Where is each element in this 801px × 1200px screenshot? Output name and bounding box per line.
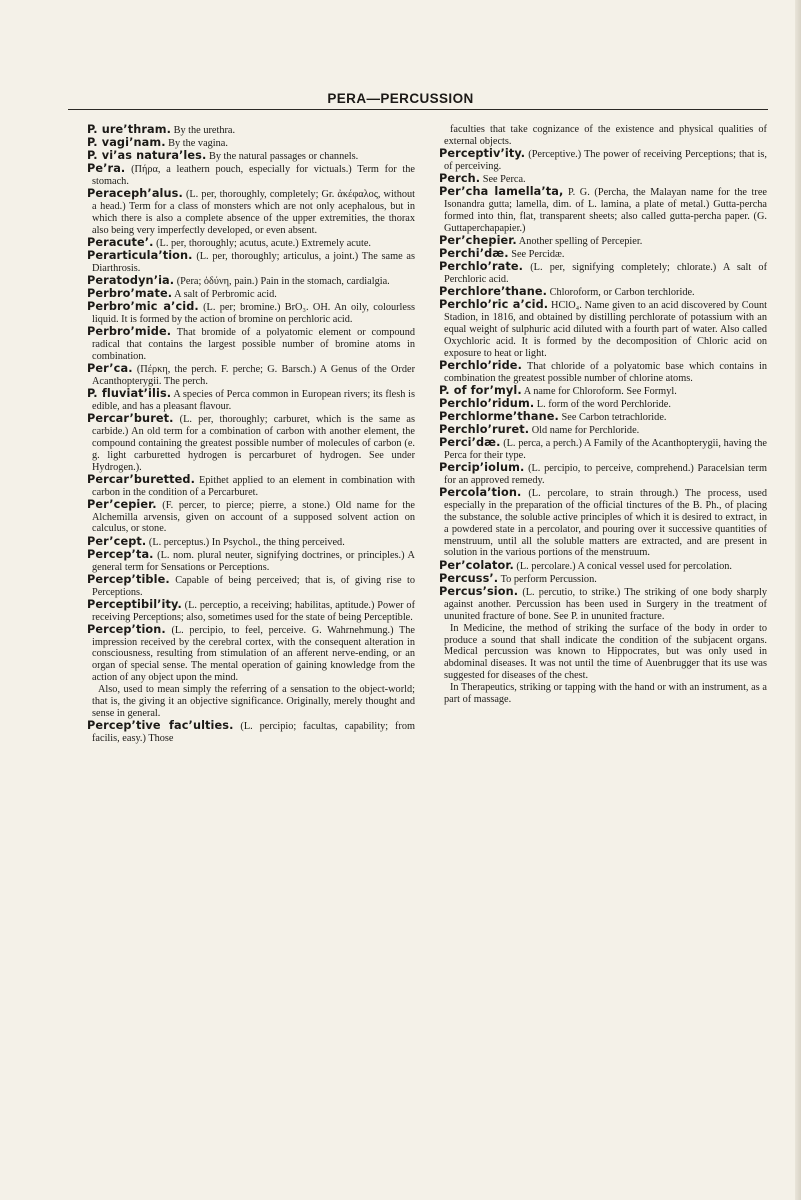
entry-headword: Perchlo’ric a’cid. — [439, 298, 549, 312]
entry-definition: (L. per, thoroughly; carburet, which is the same as carbide.) An old term for a combination of carbon with another element, the compound containing the greatest possible number of molecules of carbon (e. g. light carburetted hydrogen is percarburet of hydrogen. See under Hydrogen.). — [92, 414, 415, 473]
entry-definition: (L. percipio; facultas, capability; from facilis, easy.) Those — [92, 721, 416, 744]
entry-headword: Per’ca. — [87, 362, 133, 376]
entry-definition: (Perceptive.) The power of receiving Perceptions; that is, of perceiving. — [444, 148, 767, 172]
entry-definition: By the vagina. — [165, 138, 228, 150]
dictionary-entry — [87, 474, 415, 499]
entry-headword: Percep’tion. — [87, 622, 166, 636]
entry-headword: Percus’sion. — [439, 584, 519, 598]
dictionary-entry — [439, 623, 767, 682]
entry-headword: Perchlo’ridum. — [439, 396, 535, 410]
left-column — [87, 124, 415, 745]
dictionary-entry — [87, 388, 415, 413]
dictionary-entry — [87, 326, 415, 363]
entry-headword: Perceptibil’ity. — [87, 597, 182, 611]
entry-definition: (L. nom. plural neuter, signifying doctrines, or principles.) A general term for Sensations or Perceptions. — [92, 549, 415, 573]
entry-headword: P. fluviat’ilis. — [87, 387, 172, 401]
dictionary-entry — [87, 150, 415, 163]
entry-definition: (L. perceptus.) In Psychol., the thing perceived. — [146, 536, 345, 548]
entry-definition: In Medicine, the method of striking the surface of the body in order to produce a sound that shall indicate the condition of the subjacent organs. Medical percussion was known to Hippocrates, but was only used in abdominal diseases. It was not until the time of Auenbrugger that its use was suggested for diseases of the chest. — [444, 622, 767, 682]
dictionary-entry — [439, 124, 767, 148]
dictionary-entry — [439, 286, 767, 299]
entry-definition: (L. perca, a perch.) A Family of the Acanthopterygii, having the Perca for their type. — [444, 438, 767, 462]
page-spine-edge — [795, 0, 801, 1200]
entry-headword: Perbro’mide. — [87, 325, 172, 339]
entry-headword: Percip’iolum. — [439, 461, 525, 475]
entry-definition: (L. per, thoroughly, completely; Gr. ἀκέφαλος, without a head.) Term for a class of monsters which are not only acephalous, but in which there is also a complete absence of the upper extremities, the thorax also being very imperfectly developed, or even absent. — [92, 189, 415, 236]
dictionary-entry — [439, 411, 767, 424]
entry-definition: See Perca. — [480, 173, 526, 185]
entry-definition: That bromide of a polyatomic element or compound radical that contains the largest possible number of bromine atoms in combination. — [92, 327, 415, 363]
entry-headword: Perchlorme’thane. — [439, 409, 559, 423]
entry-definition: (L. per, thoroughly; articulus, a joint.) The same as Diarthrosis. — [92, 251, 415, 275]
entry-headword: Perbro’mate. — [87, 287, 173, 301]
dictionary-entry — [87, 163, 415, 188]
dictionary-entry — [87, 536, 415, 549]
dictionary-entry — [87, 124, 415, 137]
dictionary-entry — [87, 188, 415, 236]
entry-definition: (L. percolare.) A conical vessel used for percolation. — [513, 560, 733, 572]
dictionary-entry — [87, 301, 415, 326]
entry-headword: Per’chepier. — [439, 233, 517, 247]
dictionary-entry — [439, 261, 767, 286]
right-column — [439, 124, 767, 706]
entry-headword: Percola’tion. — [439, 486, 522, 500]
entry-definition: (L. percipio, to feel, perceive. G. Wahrnehmung.) The impression received by the cerebral cortex, with the consequent alteration in consciousness, resulting from stimulation of an afferent nerve-ending, or an organ of special sense. The mental operation of gaining knowledge from the action of any object upon the mind. — [92, 624, 415, 684]
entry-definition: faculties that take cognizance of the existence and physical qualities of external objects. — [444, 124, 767, 147]
entry-headword: Percar’buretted. — [87, 472, 195, 486]
entry-definition: HClO₄. Name given to an acid discovered by Count Stadion, in 1816, and obtained by distilling perchlorate of potassium with an equal weight of sulphuric acid diluted with a fourth part of water. Also called Oxychloric acid. It is formed by the decomposition of Chloric acid on exposure to heat or light. — [444, 300, 767, 359]
entry-definition: By the urethra. — [171, 125, 236, 136]
dictionary-entry — [439, 398, 767, 411]
entry-definition: (L. percutio, to strike.) The striking of one body sharply against another. Percussion has been used in Surgery in the treatment of ununited fracture of bone. See P. in ununited fracture. — [444, 586, 767, 622]
entry-headword: Perbro’mic a’cid. — [87, 300, 199, 314]
entry-definition: That chloride of a polyatomic base which contains in combination the greatest possible number of chlorine atoms. — [444, 360, 767, 384]
entry-headword: Percuss’. — [439, 571, 499, 585]
dictionary-entry — [87, 684, 415, 720]
entry-headword: Per’colator. — [439, 558, 514, 572]
entry-headword: Perchlore’thane. — [439, 285, 548, 299]
entry-definition: Also, used to mean simply the referring of a sensation to the object-world; that is, the giving it an objective significance. Originally, merely thought and sense in general. — [92, 684, 415, 719]
entry-definition: (L. per, thoroughly; acutus, acute.) Extremely acute. — [153, 238, 371, 250]
dictionary-entry — [87, 137, 415, 150]
entry-headword: Percep’tible. — [87, 572, 170, 586]
dictionary-entry — [439, 173, 767, 186]
dictionary-entry — [87, 720, 415, 745]
dictionary-entry — [439, 248, 767, 261]
dictionary-entry — [439, 487, 767, 559]
entry-definition: L. form of the word Perchloride. — [534, 398, 671, 410]
dictionary-entry — [439, 462, 767, 487]
dictionary-entry — [87, 237, 415, 250]
entry-definition: (F. percer, to pierce; pierre, a stone.) Old name for the Alchemilla arvensis, given on account of a supposed solvent action on calculus, or stone. — [92, 499, 415, 535]
entry-definition: Epithet applied to an element in combination with carbon in the condition of a Percarburet. — [92, 474, 415, 498]
entry-definition: Old name for Perchloride. — [529, 425, 640, 437]
dictionary-entry — [87, 413, 415, 473]
entry-definition: (L. percolare, to strain through.) The process, used especially in the preparation of the official tinctures of the B. Ph., of placing the substance, the soluble active principles of which it is desired to extract, in a powdered state in a percolator, and pouring over it successive quantities of menstruum, until all the soluble matters are extracted, and are present in solution in the various portions of the menstruum. — [444, 488, 767, 559]
entry-headword: Percep’ta. — [87, 547, 154, 561]
entry-definition: See Carbon tetrachloride. — [558, 411, 667, 423]
entry-headword: Per’cepier. — [87, 497, 157, 511]
entry-definition: (Pera; ὀδύνη, pain.) Pain in the stomach, cardialgia. — [174, 276, 390, 288]
entry-headword: Perchi’dæ. — [439, 246, 509, 260]
entry-headword: Pe’ra. — [87, 162, 126, 176]
entry-headword: P. vagi’nam. — [87, 136, 166, 150]
entry-headword: Peracute’. — [87, 236, 154, 250]
entry-definition: (Πήρα, a leathern pouch, especially for victuals.) Term for the stomach. — [92, 164, 415, 188]
dictionary-entry — [439, 385, 767, 398]
entry-definition: (Πέρκη, the perch. F. perche; G. Barsch.) A Genus of the Order Acanthopterygii. The perch. — [92, 364, 415, 388]
entry-definition: P. G. (Percha, the Malayan name for the tree Isonandra gutta; lamella, dim. of L. lamina, a plate of metal.) Gutta-percha formed into thin, flat, transparent sheets; also called gutta-percha paper. (G. Guttaperchapapier.) — [444, 187, 767, 234]
entry-headword: Per’cept. — [87, 534, 147, 548]
dictionary-entry — [439, 424, 767, 437]
entry-definition: To perform Percussion. — [498, 573, 597, 585]
dictionary-entry — [87, 250, 415, 275]
entry-definition: (L. perceptio, a receiving; habilitas, aptitude.) Power of receiving Perceptions; also, sometimes used for the state of being Perceptible. — [92, 599, 415, 623]
dictionary-entry — [439, 186, 767, 234]
entry-definition: (L. percipio, to perceive, comprehend.) Paracelsian term for an approved remedy. — [444, 463, 767, 487]
entry-headword: Perci’dæ. — [439, 436, 501, 450]
entry-headword: Percar’buret. — [87, 412, 174, 426]
dictionary-entry — [439, 586, 767, 623]
dictionary-entry — [439, 560, 767, 573]
entry-definition: A salt of Perbromic acid. — [172, 289, 277, 301]
dictionary-entry — [87, 363, 415, 388]
dictionary-entry — [87, 599, 415, 624]
entry-headword: Perchlo’rate. — [439, 260, 524, 274]
entry-headword: P. of for’myl. — [439, 383, 522, 397]
dictionary-entry — [87, 288, 415, 301]
page-header: PERA—PERCUSSION — [327, 91, 474, 106]
dictionary-entry — [87, 624, 415, 684]
dictionary-entry — [439, 682, 767, 706]
entry-definition: Another spelling of Percepier. — [516, 235, 643, 247]
entry-definition: See Percidæ. — [508, 248, 565, 260]
entry-headword: Perchlo’ride. — [439, 358, 522, 372]
entry-headword: Peratodyn’ia. — [87, 274, 175, 288]
entry-headword: Per’cha lamella’ta, — [439, 185, 564, 199]
entry-headword: P. ure’thram. — [87, 123, 171, 136]
entry-definition: (L. per; bromine.) BrO₃. OH. An oily, colourless liquid. It is formed by the action of bromine on perchloric acid. — [92, 302, 416, 326]
entry-headword: Perarticula’tion. — [87, 249, 193, 263]
entry-definition: A name for Chloroform. See Formyl. — [521, 385, 677, 397]
entry-definition: Capable of being perceived; that is, of giving rise to Perceptions. — [92, 574, 415, 598]
entry-definition: Chloroform, or Carbon terchloride. — [547, 287, 695, 299]
entry-definition: A species of Perca common in European rivers; its flesh is edible, and has a pleasant flavour. — [92, 389, 415, 413]
entry-headword: Perceptiv’ity. — [439, 146, 526, 160]
dictionary-entry — [439, 299, 767, 359]
entry-headword: Peraceph’alus. — [87, 187, 183, 201]
entry-headword: Perch. — [439, 171, 481, 185]
entry-definition: In Therapeutics, striking or tapping with the hand or with an instrument, as a part of massage. — [444, 682, 767, 706]
dictionary-entry — [439, 235, 767, 248]
dictionary-entry — [439, 437, 767, 462]
dictionary-entry — [439, 360, 767, 385]
dictionary-entry — [439, 573, 767, 586]
dictionary-entry — [87, 499, 415, 536]
dictionary-entry — [87, 275, 415, 288]
dictionary-entry — [439, 148, 767, 173]
dictionary-entry — [87, 549, 415, 574]
entry-definition: By the natural passages or channels. — [206, 151, 359, 163]
entry-headword: P. vi’as natura’les. — [87, 149, 207, 163]
entry-headword: Percep’tive fac’ulties. — [87, 719, 234, 733]
entry-definition: (L. per, signifying completely; chlorate.) A salt of Perchloric acid. — [444, 262, 767, 285]
header-rule — [68, 109, 768, 110]
entry-headword: Perchlo’ruret. — [439, 423, 530, 437]
dictionary-entry — [87, 574, 415, 599]
